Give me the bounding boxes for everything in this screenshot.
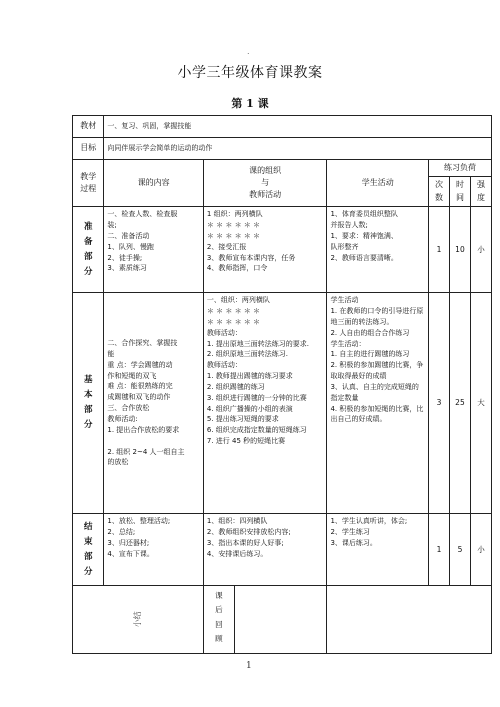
student-cell-main: 学生活动 1. 在教师的口令的引导进行原地三面的转法练习。 2. 人自由的组合合作练习 学生活动： 1. 自主的进行踢毽的练习 2. 积极的参加踢毽的比赛，争取取得最好的成绩 3、认真、自主的完成短绳的指定数量 4. 积极的参加短绳的比赛，比出自己的好成绩。 xyxy=(327,293,429,514)
intensity-cell-main: 大 xyxy=(470,293,491,514)
content-cell-main: 二、合作探究、掌握技 能 重 点：学会踢毽的动 作和短绳的双飞 难 点：能很熟练的完 成踢毽和双飞的动作 三、合作放松 教师活动: 1. 提出合作放松的要求 2. 组织 2~4 人一组自主 的放松 xyxy=(104,293,203,514)
col-header-org: 课的组织 与 教师活动 xyxy=(203,160,327,207)
section-row-closing xyxy=(73,514,492,586)
header-row xyxy=(73,160,492,177)
lesson-number: 第 1 课 xyxy=(231,97,269,110)
summary-label: 小结 xyxy=(132,611,142,628)
count-cell-closing: 1 xyxy=(429,514,450,586)
col-header-process: 教学 过程 xyxy=(73,160,104,207)
material-label: 教材 xyxy=(73,116,104,138)
col-header-student: 学生活动 xyxy=(327,160,429,207)
time-cell-preparation: 10 xyxy=(449,207,470,293)
page-number: 1 xyxy=(246,661,252,671)
count-cell-main: 3 xyxy=(429,293,450,514)
content-cell-preparation: 一、检查人数、检查服 装; 二、准备活动 1、队列、慢跑 2、徒手操; 3、素质练习 xyxy=(104,207,203,293)
header-dot: . xyxy=(247,47,250,56)
col-header-load: 练习负荷 xyxy=(429,160,492,177)
lesson-plan-table xyxy=(72,115,492,654)
time-cell-main: 25 xyxy=(449,293,470,514)
col-header-count: 次数 xyxy=(429,177,450,207)
stage-label-closing: 结 束 部 分 xyxy=(73,514,104,586)
summary-label-cell xyxy=(73,586,204,654)
reflection-notes-cell xyxy=(327,586,492,654)
reflection-label: 课 后 回 顾 xyxy=(204,586,235,653)
intensity-cell-preparation: 小 xyxy=(470,207,491,293)
student-cell-preparation: 1、体育委员组织整队 并报告人数; 1、要求：精神饱满、 队形整齐 2、教师语言要清晰。 xyxy=(327,207,429,293)
goal-label: 目标 xyxy=(73,138,104,160)
material-row xyxy=(73,116,492,138)
time-cell-closing: 5 xyxy=(449,514,470,586)
count-cell-preparation: 1 xyxy=(429,207,450,293)
col-header-time: 时 间 xyxy=(449,177,470,207)
summary-row xyxy=(73,586,492,654)
section-row-preparation xyxy=(73,207,492,293)
goal-value: 向同伴展示学会简单的运动的动作 xyxy=(104,138,492,160)
stage-label-preparation: 准 备 部 分 xyxy=(73,207,104,293)
org-cell-preparation: 1 组织：两列横队 ＊ ＊ ＊ ＊ ＊ ＊ ＊ ＊ ＊ ＊ ＊ ＊ 2、接受汇报 3、教师宣布本课内容，任务 4、教师指挥，口令 xyxy=(203,207,327,293)
col-header-intensity: 强 度 xyxy=(470,177,491,207)
page-title: 小学三年级体育课教案 xyxy=(177,65,323,81)
intensity-cell-closing: 小 xyxy=(470,514,491,586)
org-cell-main: 一、组织：两列横队 ＊ ＊ ＊ ＊ ＊ ＊ ＊ ＊ ＊ ＊ ＊ ＊ 教师活动： 1. 提出原地三面转法练习的要求. 2. 组织原地三面转法练习. 教师活动： 1. 教师提出踢毽的练习要求 2. 组织踢毽的练习 3. 组织进行踢毽的一分钟的比赛 4. 组织广播操的小组的表演 5. 提出练习短绳的要求 6. 组织完成指定数量的短绳练习 7. 进行 45 秒的短绳比赛 xyxy=(203,293,327,514)
section-row-main xyxy=(73,293,492,514)
content-cell-closing: 1、放松、整理活动; 2、总结; 3、归还器材; 4、宣布下课。 xyxy=(104,514,203,586)
stage-label-main: 基 本 部 分 xyxy=(73,293,104,514)
col-header-content: 课的内容 xyxy=(104,160,203,207)
goal-row xyxy=(73,138,492,160)
org-cell-closing: 1、组织：四列横队 2、教师组织安排放松内容; 3、指出本课的好人好事; 4、安排课后练习。 xyxy=(203,514,327,586)
reflection-cell xyxy=(203,586,327,654)
student-cell-closing: 1、学生认真听讲，体会; 2、学生练习 3、课后练习。 xyxy=(327,514,429,586)
material-value: 一、复习、巩固，掌握技能 xyxy=(104,116,492,138)
